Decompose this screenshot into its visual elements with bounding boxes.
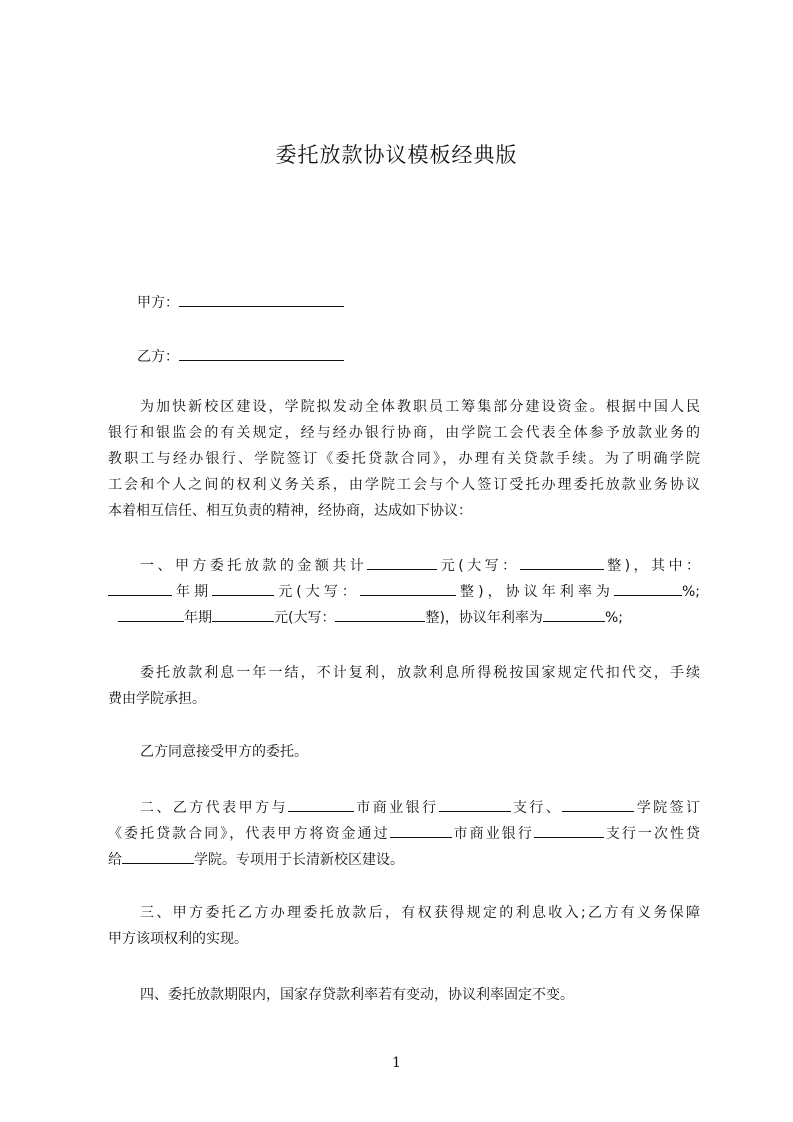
party-a-line [137,290,344,313]
term-years-blank [118,607,184,622]
clause-1-text: 元(大写： [274,584,360,600]
clause-1-text: %; [681,584,701,600]
clause-2-line-1 [108,795,700,821]
consent-line: 乙方同意接受甲方的委托。 [140,744,308,760]
clause-1-text: 整)，其中： [603,558,700,574]
party-a-blank [179,290,344,307]
clause-1-text: %; [604,610,623,626]
clause-1-text: 整)，协议年利率为 [455,584,614,600]
clause-1-text: 一、甲方委托放款的金额共计 [140,558,368,574]
intro-line: 工会和个人之间的权利义务关系，由学院工会与个人签订受托办理委托放款业务协议 [108,477,700,493]
interest-line: 委托放款利息一年一结，不计复利，放款利息所得税按国家规定代扣代交，手续 [140,665,700,681]
interest-line: 费由学院承担。 [108,691,206,707]
clause-2-text: 市商业银行 [353,800,439,816]
city-blank [288,797,354,812]
clause-3-line: 三、甲方委托乙方办理委托放款后，有权获得规定的利息收入;乙方有义务保障 [140,905,700,921]
party-b-line [137,344,344,367]
clause-4 [108,982,700,1008]
clause-1-line-2 [108,579,700,605]
clause-2 [108,795,700,873]
term-amount-blank [212,607,274,622]
rate-blank [543,607,605,622]
clause-2-text: 学院。专项用于长清新校区建设。 [194,852,404,868]
party-b-blank [179,344,344,361]
city-blank [390,823,452,838]
branch-blank [439,797,511,812]
intro-line: 银行和银监会的有关规定，经与经办银行协商，由学院工会代表全体参予放款业务的 [108,425,700,441]
intro-paragraph [108,394,700,524]
amount-total-words-blank [520,555,604,570]
college-blank [562,797,634,812]
clause-2-text: 二、乙方代表甲方与 [140,800,288,816]
clause-4-line: 四、委托放款期限内，国家存贷款利率若有变动，协议利率固定不变。 [140,987,574,1003]
clause-2-text: 支行、 [510,800,563,816]
page-number: 1 [392,1055,401,1071]
college-blank [122,849,194,864]
clause-2-line-3 [108,847,700,873]
intro-line: 为加快新校区建设，学院拟发动全体教职员工筹集部分建设资金。根据中国人民 [140,399,700,415]
term-amount-words-blank [360,581,456,596]
clause-2-text: 市商业银行 [451,826,534,842]
clause-2-text: 学院签订 [634,800,701,816]
consent-paragraph [108,739,700,765]
party-b-label: 乙方： [137,349,179,365]
term-amount-blank [212,581,274,596]
clause-2-line-2 [108,821,700,847]
clause-1-text: 年期 [184,610,212,626]
term-amount-words-blank [335,607,425,622]
document-title: 委托放款协议模板经典版 [275,143,518,167]
term-years-blank [108,581,172,596]
rate-blank [614,581,682,596]
clause-2-text: 支行一次性贷 [603,826,701,842]
clause-1-text: 元(大写： [274,610,336,626]
clause-2-text: 《委托贷款合同》，代表甲方将资金通过 [108,826,390,842]
intro-line: 本着相互信任、相互负责的精神，经协商，达成如下协议： [108,503,472,519]
clause-1-text: 整)，协议年利率为 [425,610,543,626]
clause-1-text: 年期 [172,584,213,600]
amount-total-blank [367,555,437,570]
clause-3 [108,900,700,952]
party-a-label: 甲方： [137,295,179,311]
clause-2-text: 给 [108,852,122,868]
clause-1-line-3 [108,605,700,631]
clause-3-line: 甲方该项权利的实现。 [108,931,248,947]
branch-blank [534,823,604,838]
clause-1-text: 元(大写： [437,558,520,574]
clause-1 [108,553,700,631]
clause-1-line-1 [108,553,700,579]
intro-line: 教职工与经办银行、学院签订《委托贷款合同》，办理有关贷款手续。为了明确学院 [108,451,700,467]
interest-paragraph [108,660,700,712]
